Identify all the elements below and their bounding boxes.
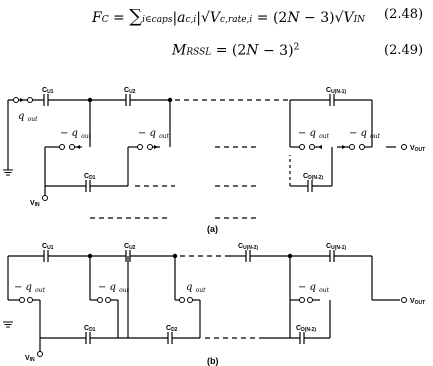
charge-label-a-qout: q $_{out}$ <box>18 111 38 123</box>
vin-label-b: VIN <box>25 355 35 363</box>
cap-label-a-cu1: CU1 <box>42 87 54 95</box>
equation-2-48: FC = ∑i∈caps|ac,i|√Vc,rate,i = (2N − 3)√VIN <box>92 6 366 27</box>
vin-label-a: VIN <box>30 200 40 208</box>
cap-label-b-cd1: CD1 <box>84 325 96 333</box>
charge-label-a-negq-1: − q $_{out}$ <box>60 128 92 140</box>
cap-label-a-cd1: CD1 <box>84 173 96 181</box>
cap-label-a-cu2: CU2 <box>124 87 136 95</box>
equation-number-2-49: (2.49) <box>384 43 424 58</box>
cap-label-b-cu1: CU1 <box>42 243 54 251</box>
figure-b <box>8 250 400 352</box>
equation-2-49: MRSSL = $(2N - 3)^2$ <box>172 42 300 59</box>
figure-b-nodes <box>20 254 407 357</box>
figure-caption-b: (b) <box>207 356 219 366</box>
cap-label-b-cd2: CD2 <box>166 325 178 333</box>
charge-label-b-negq-3: − q $_{out}$ <box>298 282 330 294</box>
cap-label-b-cun2: CU(N-2) <box>238 243 259 251</box>
cap-label-a-cun1: CU(N-1) <box>326 87 347 95</box>
figure-caption-a: (a) <box>207 224 218 234</box>
vout-label-b: VOUT <box>410 298 426 306</box>
cap-label-b-cdn2: CD(N-2) <box>296 325 317 333</box>
charge-label-a-negq-3: − q $_{out}$ <box>298 128 330 140</box>
charge-label-a-negq-4: − q $_{out}$ <box>349 128 381 140</box>
cap-label-a-cdn2: CD(N-2) <box>303 173 324 181</box>
charge-label-b-negq-2: − q $_{out}$ <box>98 282 130 294</box>
cap-label-b-cun1: CU(N-1) <box>326 243 347 251</box>
charge-label-b-negq-1: − q $_{out}$ <box>14 282 46 294</box>
figure-a <box>3 94 396 218</box>
cap-label-b-cu2: CU2 <box>124 243 136 251</box>
vout-label-a: VOUT <box>410 145 426 153</box>
charge-label-a-negq-2: − q $_{out}$ <box>138 128 170 140</box>
charge-label-b-qout: q $_{out}$ <box>186 282 206 294</box>
equation-number-2-48: (2.48) <box>384 7 424 22</box>
